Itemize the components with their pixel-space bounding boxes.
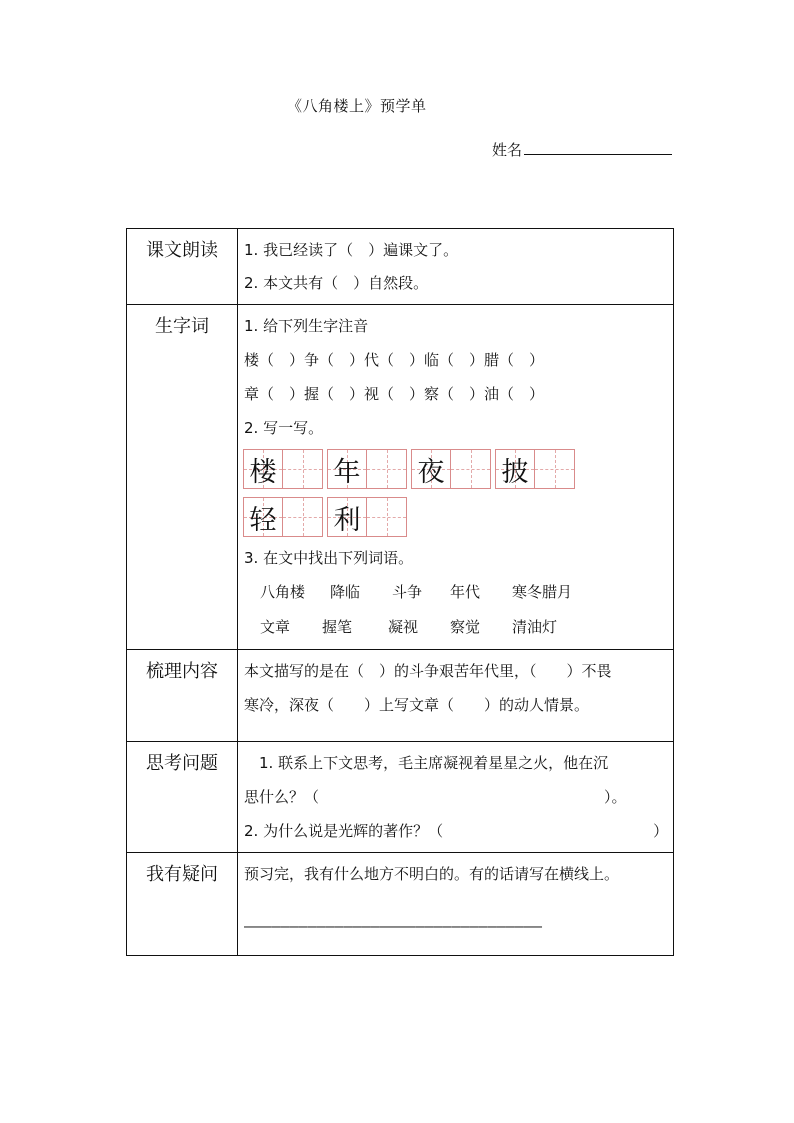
word-item: 年代 bbox=[450, 583, 481, 601]
reading-line-1: 1. 我已经读了（ ）遍课文了。 bbox=[244, 241, 459, 259]
row-body-vocab bbox=[238, 305, 674, 650]
vocab-item3-title: 3. 在文中找出下列词语。 bbox=[244, 549, 414, 567]
word-item: 寒冬腊月 bbox=[512, 583, 573, 601]
row-body-reading bbox=[238, 229, 674, 305]
vocab-item2-title: 2. 写一写。 bbox=[244, 419, 324, 437]
row-vocab bbox=[127, 305, 674, 650]
summary-line-2: 寒冷，深夜（ ）上写文章（ ）的动人情景。 bbox=[244, 696, 590, 714]
doubts-answer-line[interactable]: ————————————————————————————————— bbox=[244, 917, 543, 935]
name-field bbox=[492, 139, 672, 160]
writing-grid-box bbox=[243, 497, 323, 537]
name-label: 姓名 bbox=[492, 141, 523, 159]
row-head-summary: 梳理内容 bbox=[127, 650, 238, 742]
writing-cell-char: 轻 bbox=[243, 497, 283, 537]
words-row-1 bbox=[244, 575, 667, 610]
writing-cell-blank[interactable] bbox=[283, 497, 323, 537]
row-questions bbox=[127, 742, 674, 853]
word-item: 握笔 bbox=[322, 618, 353, 636]
word-item: 文章 bbox=[260, 618, 291, 636]
word-item: 斗争 bbox=[392, 583, 423, 601]
question-line-3: 2. 为什么说是光辉的著作？（ ） bbox=[244, 822, 669, 840]
word-item: 清油灯 bbox=[512, 618, 558, 636]
writing-grid-box bbox=[243, 449, 323, 489]
words-row-2 bbox=[244, 610, 667, 645]
question-line-1: 1. 联系上下文思考，毛主席凝视着星星之火，他在沉 bbox=[244, 754, 609, 772]
pinyin-line-1: 楼（ ）争（ ）代（ ）临（ ）腊（ ） bbox=[244, 351, 545, 369]
word-item: 八角楼 bbox=[260, 583, 306, 601]
row-doubts bbox=[127, 853, 674, 956]
writing-cell-blank[interactable] bbox=[451, 449, 491, 489]
writing-cell-char: 楼 bbox=[243, 449, 283, 489]
word-item: 凝视 bbox=[388, 618, 419, 636]
pinyin-line-2: 章（ ）握（ ）视（ ）察（ ）油（ ） bbox=[244, 385, 545, 403]
row-summary bbox=[127, 650, 674, 742]
name-blank-line[interactable] bbox=[524, 140, 672, 155]
row-head-questions: 思考问题 bbox=[127, 742, 238, 853]
reading-line-2: 2. 本文共有（ ）自然段。 bbox=[244, 274, 429, 292]
writing-grid-box bbox=[327, 497, 407, 537]
writing-cell-blank[interactable] bbox=[283, 449, 323, 489]
worksheet-title: 《八角楼上》预学单 bbox=[287, 97, 427, 115]
writing-cell-char: 夜 bbox=[411, 449, 451, 489]
writing-grid-row-2 bbox=[243, 493, 667, 541]
writing-grid-box bbox=[495, 449, 575, 489]
doubts-prompt: 预习完，我有什么地方不明白的。有的话请写在横线上。 bbox=[244, 865, 620, 883]
writing-cell-char: 利 bbox=[327, 497, 367, 537]
row-head-vocab: 生字词 bbox=[127, 305, 238, 650]
worksheet-table bbox=[126, 228, 674, 956]
writing-cell-blank[interactable] bbox=[367, 497, 407, 537]
writing-grid-box bbox=[327, 449, 407, 489]
row-head-reading: 课文朗读 bbox=[127, 229, 238, 305]
question-line-2: 思什么？（ ）。 bbox=[244, 788, 627, 806]
word-item: 察觉 bbox=[450, 618, 481, 636]
row-body-doubts bbox=[238, 853, 674, 956]
writing-grid-row-1 bbox=[243, 445, 667, 493]
row-reading bbox=[127, 229, 674, 305]
writing-grid-box bbox=[411, 449, 491, 489]
writing-cell-char: 年 bbox=[327, 449, 367, 489]
row-body-questions bbox=[238, 742, 674, 853]
writing-cell-blank[interactable] bbox=[535, 449, 575, 489]
summary-line-1: 本文描写的是在（ ）的斗争艰苦年代里，（ ）不畏 bbox=[244, 662, 612, 680]
row-body-summary bbox=[238, 650, 674, 742]
row-head-doubts: 我有疑问 bbox=[127, 853, 238, 956]
writing-cell-blank[interactable] bbox=[367, 449, 407, 489]
vocab-item1-title: 1. 给下列生字注音 bbox=[244, 317, 369, 335]
word-item: 降临 bbox=[330, 583, 361, 601]
writing-cell-char: 披 bbox=[495, 449, 535, 489]
